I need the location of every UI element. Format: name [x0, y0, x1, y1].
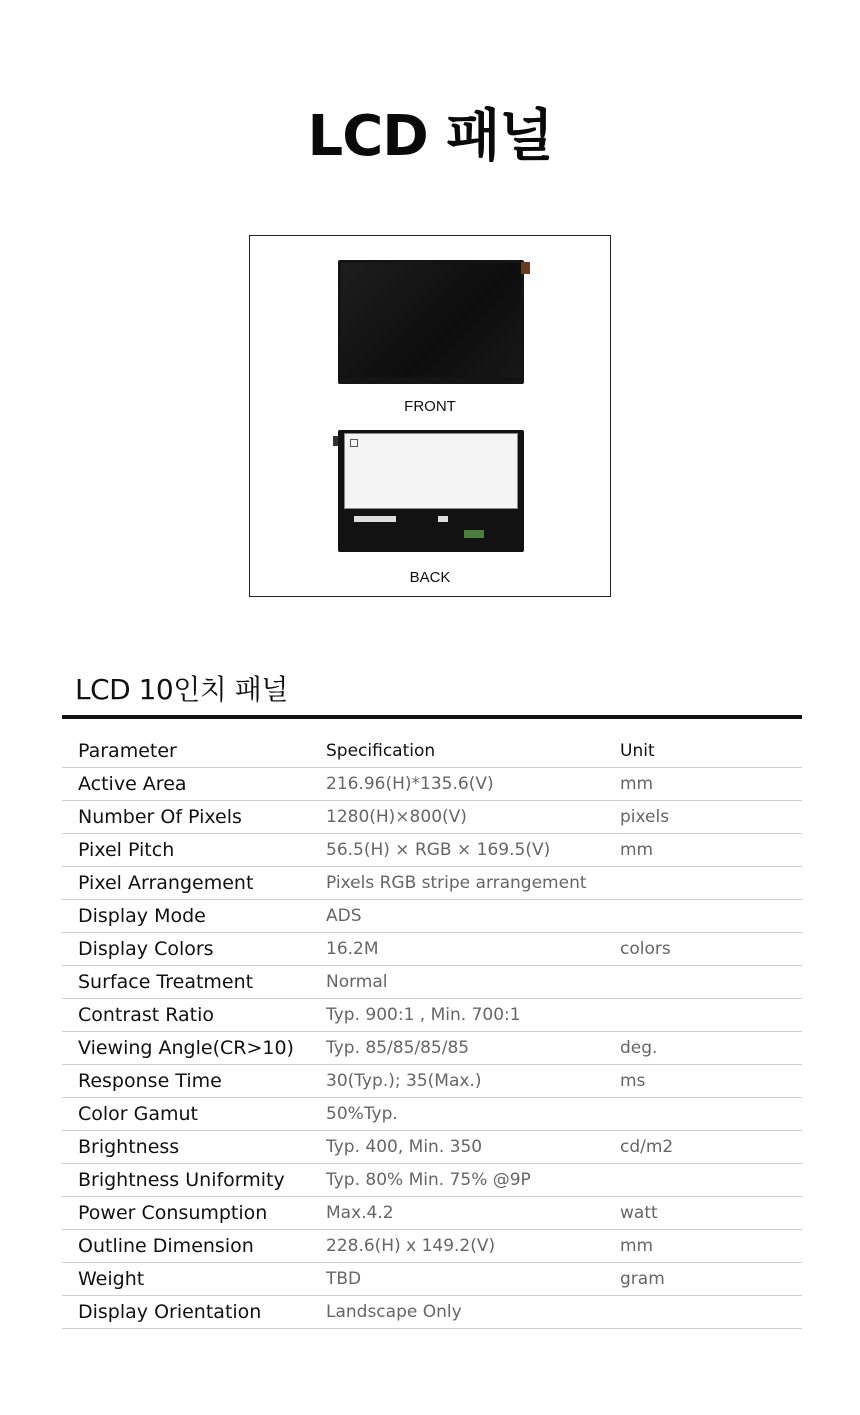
- unit-cell: [620, 999, 802, 1032]
- spec-cell: Typ. 900:1 , Min. 700:1: [326, 999, 620, 1032]
- spec-cell: 16.2M: [326, 933, 620, 966]
- spec-cell: 216.96(H)*135.6(V): [326, 768, 620, 801]
- param-cell: Display Orientation: [62, 1296, 326, 1329]
- unit-cell: mm: [620, 1230, 802, 1263]
- table-row: [62, 1263, 802, 1296]
- param-cell: Power Consumption: [62, 1197, 326, 1230]
- spec-cell: Normal: [326, 966, 620, 999]
- table-row: [62, 900, 802, 933]
- unit-cell: ms: [620, 1065, 802, 1098]
- table-row: [62, 768, 802, 801]
- front-caption: FRONT: [404, 398, 456, 415]
- table-row: [62, 933, 802, 966]
- param-cell: Number Of Pixels: [62, 801, 326, 834]
- table-row: [62, 867, 802, 900]
- table-row: [62, 834, 802, 867]
- table-row: [62, 999, 802, 1032]
- param-cell: Surface Treatment: [62, 966, 326, 999]
- unit-cell: pixels: [620, 801, 802, 834]
- section-title: LCD 10인치 패널: [75, 673, 288, 706]
- param-cell: Display Colors: [62, 933, 326, 966]
- table-row: [62, 1197, 802, 1230]
- page-title: LCD 패널: [307, 104, 553, 169]
- param-cell: Active Area: [62, 768, 326, 801]
- section-divider: [62, 715, 802, 719]
- spec-cell: Typ. 85/85/85/85: [326, 1032, 620, 1065]
- param-cell: Display Mode: [62, 900, 326, 933]
- back-caption: BACK: [409, 569, 451, 586]
- spec-cell: 30(Typ.); 35(Max.): [326, 1065, 620, 1098]
- spec-cell: Landscape Only: [326, 1296, 620, 1329]
- spec-table: [62, 734, 802, 1329]
- table-row: [62, 1230, 802, 1263]
- param-cell: Viewing Angle(CR>10): [62, 1032, 326, 1065]
- unit-cell: [620, 1164, 802, 1197]
- table-row: [62, 1098, 802, 1131]
- lcd-front-image: [338, 260, 524, 384]
- unit-cell: gram: [620, 1263, 802, 1296]
- spec-cell: TBD: [326, 1263, 620, 1296]
- unit-cell: [620, 966, 802, 999]
- unit-cell: colors: [620, 933, 802, 966]
- header-unit: Unit: [620, 734, 802, 768]
- spec-cell: 56.5(H) × RGB × 169.5(V): [326, 834, 620, 867]
- table-row: [62, 1164, 802, 1197]
- unit-cell: mm: [620, 834, 802, 867]
- param-cell: Brightness: [62, 1131, 326, 1164]
- table-row: [62, 966, 802, 999]
- spec-cell: Max.4.2: [326, 1197, 620, 1230]
- spec-cell: ADS: [326, 900, 620, 933]
- param-cell: Brightness Uniformity: [62, 1164, 326, 1197]
- param-cell: Pixel Arrangement: [62, 867, 326, 900]
- header-specification: Specification: [326, 734, 620, 768]
- unit-cell: [620, 867, 802, 900]
- param-cell: Response Time: [62, 1065, 326, 1098]
- unit-cell: mm: [620, 768, 802, 801]
- param-cell: Color Gamut: [62, 1098, 326, 1131]
- unit-cell: cd/m2: [620, 1131, 802, 1164]
- table-row: [62, 801, 802, 834]
- unit-cell: deg.: [620, 1032, 802, 1065]
- param-cell: Outline Dimension: [62, 1230, 326, 1263]
- spec-cell: Typ. 400, Min. 350: [326, 1131, 620, 1164]
- table-row: [62, 1032, 802, 1065]
- unit-cell: [620, 1296, 802, 1329]
- table-row: [62, 1296, 802, 1329]
- table-row: [62, 1065, 802, 1098]
- lcd-back-image: [338, 430, 524, 552]
- header-parameter: Parameter: [62, 734, 326, 768]
- unit-cell: watt: [620, 1197, 802, 1230]
- param-cell: Weight: [62, 1263, 326, 1296]
- table-row: [62, 1131, 802, 1164]
- spec-cell: 50%Typ.: [326, 1098, 620, 1131]
- spec-cell: Pixels RGB stripe arrangement: [326, 867, 620, 900]
- param-cell: Pixel Pitch: [62, 834, 326, 867]
- unit-cell: [620, 1098, 802, 1131]
- spec-cell: Typ. 80% Min. 75% @9P: [326, 1164, 620, 1197]
- spec-cell: 228.6(H) x 149.2(V): [326, 1230, 620, 1263]
- param-cell: Contrast Ratio: [62, 999, 326, 1032]
- table-header-row: [62, 734, 802, 768]
- product-image-frame: [249, 235, 611, 597]
- spec-cell: 1280(H)×800(V): [326, 801, 620, 834]
- unit-cell: [620, 900, 802, 933]
